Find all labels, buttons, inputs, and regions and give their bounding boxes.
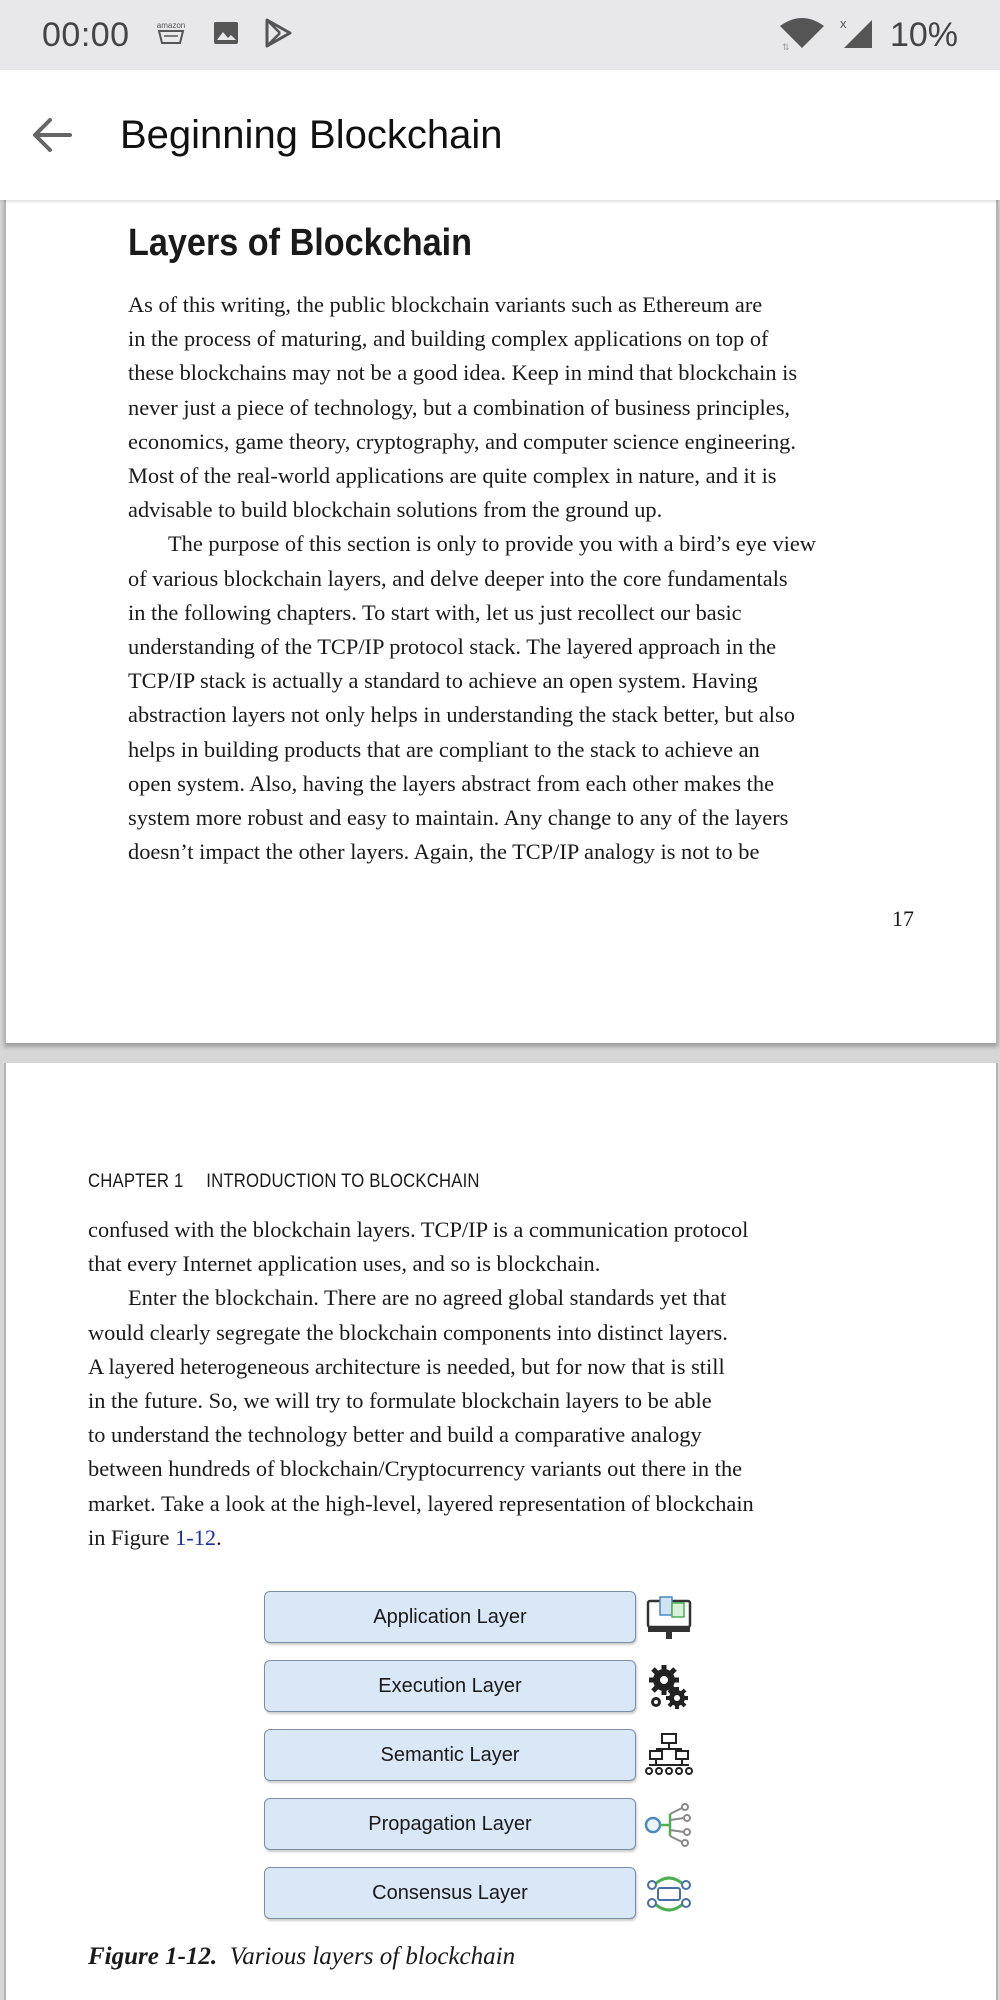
text-line: helps in building products that are compliant to the stack to achieve an — [128, 736, 760, 762]
svg-text:x: x — [839, 15, 847, 31]
book-page-17[interactable] — [4, 200, 998, 1043]
text-line: in the future. So, we will try to formulate blockchain layers to be able — [88, 1388, 712, 1414]
figure-caption-text: Various layers of blockchain — [229, 1943, 516, 1970]
image-icon — [212, 19, 240, 52]
layers-figure — [264, 1591, 724, 1931]
page-number: 17 — [892, 906, 914, 931]
signal-icon — [840, 16, 876, 55]
text-line: of various blockchain layers, and delve deeper into the core fundamentals — [128, 565, 788, 591]
figure-caption-label: Figure 1-12. — [88, 1943, 218, 1970]
text-line: abstraction layers not only helps in understanding the stack better, but also — [128, 702, 795, 728]
hierarchy-icon — [644, 1731, 694, 1781]
text-line: confused with the blockchain layers. TCP/IP is a communication protocol — [88, 1217, 749, 1242]
text-fragment: . — [216, 1524, 222, 1550]
svg-text:amazon: amazon — [156, 20, 185, 30]
amazon-icon — [154, 19, 188, 52]
status-bar — [0, 0, 1000, 70]
text-line: in the following chapters. To start with, let us just recollect our basic — [128, 599, 742, 625]
app-bar — [0, 70, 1000, 200]
layer-row-execution — [264, 1660, 704, 1712]
layer-box: Propagation Layer — [264, 1798, 636, 1850]
figure-caption — [88, 1943, 515, 1971]
text-line: that every Internet application uses, and so is blockchain. — [88, 1251, 601, 1277]
chapter-title: INTRODUCTION TO BLOCKCHAIN — [206, 1171, 480, 1192]
section-title: Layers of Blockchain — [128, 222, 473, 264]
book-page-18[interactable] — [4, 1063, 998, 2000]
notification-icons — [154, 18, 292, 53]
computer-icon — [644, 1593, 694, 1643]
running-head — [88, 1171, 480, 1193]
text-line: never just a piece of technology, but a combination of business principles, — [128, 394, 791, 420]
page2-body-text — [88, 1213, 918, 1555]
layer-box: Execution Layer — [264, 1660, 636, 1712]
text-line: TCP/IP stack is actually a standard to achieve an open system. Having — [128, 668, 758, 694]
layer-box: Consensus Layer — [264, 1867, 636, 1919]
svg-text:⇅: ⇅ — [781, 41, 790, 50]
gears-icon — [644, 1662, 694, 1712]
page1-body-text — [128, 288, 928, 869]
text-line: market. Take a look at the high-level, layered representation of blockchain — [88, 1490, 754, 1516]
system-icons — [778, 16, 958, 55]
back-button[interactable] — [22, 105, 82, 165]
network-icon — [644, 1800, 694, 1850]
text-line: As of this writing, the public blockchain variants such as Ethereum are — [128, 292, 763, 317]
layer-box: Semantic Layer — [264, 1729, 636, 1781]
wifi-icon — [778, 16, 826, 55]
back-arrow-icon — [30, 115, 74, 155]
text-line: between hundreds of blockchain/Cryptocurrency variants out there in the — [88, 1456, 743, 1482]
text-line: Enter the blockchain. There are no agreed global standards yet that — [128, 1285, 727, 1311]
text-line: Most of the real-world applications are quite complex in nature, and it is — [128, 463, 777, 489]
text-line: advisable to build blockchain solutions from the ground up. — [128, 497, 663, 523]
battery-percentage: 10% — [889, 15, 958, 54]
text-line: system more robust and easy to maintain. Any change to any of the layers — [128, 805, 789, 831]
text-line — [88, 1521, 918, 1555]
text-line: to understand the technology better and build a comparative analogy — [88, 1422, 702, 1448]
status-time: 00:00 — [42, 15, 130, 54]
text-line: economics, game theory, cryptography, and computer science engineering. — [128, 428, 796, 454]
figure-link[interactable]: 1-12 — [175, 1524, 217, 1550]
text-line: A layered heterogeneous architecture is needed, but for now that is still — [88, 1353, 725, 1379]
text-line: in the process of maturing, and building complex applications on top of — [128, 326, 769, 352]
text-line: doesn’t impact the other layers. Again, the TCP/IP analogy is not to be — [128, 839, 760, 865]
text-line: open system. Also, having the layers abstract from each other makes the — [128, 770, 775, 796]
cycle-icon — [644, 1869, 694, 1919]
text-line: would clearly segregate the blockchain components into distinct layers. — [88, 1319, 728, 1345]
text-fragment: in Figure — [88, 1524, 176, 1550]
layer-box: Application Layer — [264, 1591, 636, 1643]
text-line: these blockchains may not be a good idea. Keep in mind that blockchain is — [128, 360, 798, 386]
layer-row-propagation — [264, 1798, 704, 1850]
text-line: understanding of the TCP/IP protocol stack. The layered approach in the — [128, 634, 777, 660]
text-line: The purpose of this section is only to provide you with a bird’s eye view — [168, 531, 816, 557]
layer-row-application — [264, 1591, 704, 1643]
book-title: Beginning Blockchain — [120, 112, 503, 157]
layer-row-semantic — [264, 1729, 704, 1781]
chapter-label: CHAPTER 1 — [88, 1171, 184, 1192]
layer-row-consensus — [264, 1867, 704, 1919]
play-store-icon — [264, 18, 292, 53]
